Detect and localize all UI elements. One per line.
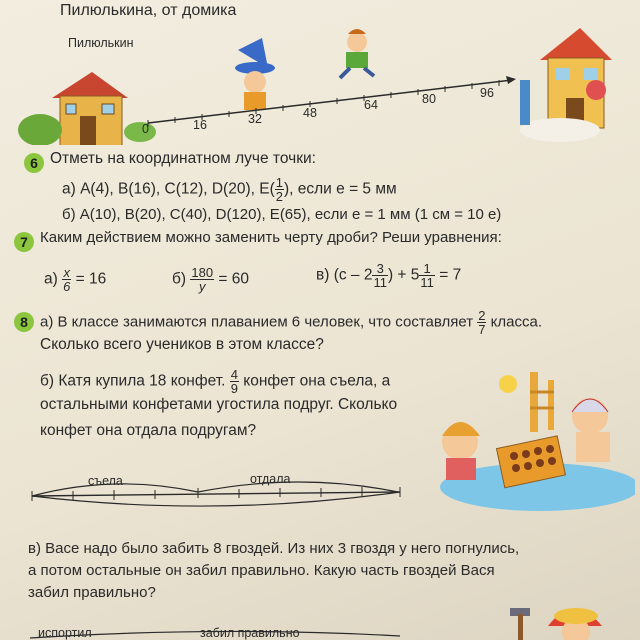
task6-a-suffix: ), если e = 5 мм (283, 180, 397, 198)
tick-label: 32 (248, 112, 262, 126)
fraction: $\frac{x}{6}$ (63, 265, 71, 294)
children-pool-illustration (430, 372, 635, 512)
fraction: $\frac{1}{11}$ (420, 261, 434, 290)
task7-title: Каким действием можно заменить черту дроби? Реши уравнения: (40, 229, 502, 246)
task8-part-c-line3: забил правильно? (28, 584, 156, 601)
fraction: $\frac{4}{9}$ (230, 367, 238, 396)
fraction: $\frac{2}{7}$ (478, 308, 486, 337)
diagram2-label-right: забил правильно (200, 626, 300, 640)
task6-part-b: б) A(10), B(20), C(40), D(120), E(65), если e = 1 мм (1 см = 10 e) (62, 206, 502, 223)
axis-arrow (506, 76, 516, 84)
task-number-badge: 6 (24, 153, 44, 173)
task-number-badge: 8 (14, 312, 34, 332)
house-right-icon (520, 28, 612, 142)
tick-label: 16 (193, 118, 207, 132)
fraction: $\frac{180}{y}$ (191, 265, 214, 294)
fraction: $\frac{3}{11}$ (373, 261, 387, 290)
task8-part-a-line2: Сколько всего учеников в этом классе? (40, 336, 324, 353)
task6-a-prefix: а) A(4), B(16), C(12), D(20), E( (62, 180, 275, 198)
task8-part-b-line2: остальными конфетами угостила подруг. Сколько (40, 396, 398, 413)
task8-part-b-line1: б) Катя купила 18 конфет. $\frac{4}{9}$ конфет она съела, а (40, 367, 391, 396)
gnome-hat-icon (235, 38, 275, 110)
axis-line (148, 80, 512, 123)
task8-part-a-line1: а) В классе занимаются плаванием 6 человек, что составляет $\frac{2}{7}$ класса. (40, 308, 542, 337)
segment-diagram (20, 470, 440, 520)
house-left-icon (18, 72, 156, 145)
diagram-label-right: отдала (250, 472, 291, 486)
tick-label: 80 (422, 92, 436, 106)
task7-part-b: б) $\frac{180}{y}$ = 60 (172, 265, 249, 294)
fraction: $\frac{1}{2}$ (275, 175, 283, 204)
running-boy-icon (340, 29, 374, 78)
task7-part-c: в) (c – 2 $\frac{3}{11}$ ) + 5 $\frac{1}{11}$ = 7 (316, 261, 462, 290)
task6-title: Отметь на координатном луче точки: (50, 150, 316, 167)
task-number-badge: 7 (14, 232, 34, 252)
tick-label: 64 (364, 98, 378, 112)
top-text: Пилюлькина, от домика (60, 2, 237, 19)
boy-hammer-illustration (500, 596, 640, 640)
diagram-label-left: съела (88, 474, 123, 488)
numberline-start-label: Пилюлькин (68, 36, 134, 50)
task8-part-c-line2: а потом остальные он забил правильно. Какую часть гвоздей Вася (28, 562, 495, 579)
tick-label: 48 (303, 106, 317, 120)
task6-part-a (62, 176, 397, 203)
tick-label: 96 (480, 86, 494, 100)
task8-part-c-line1: в) Васе надо было забить 8 гвоздей. Из них 3 гвоздя у него погнулись, (28, 540, 520, 557)
task8-part-b-line3: конфет она отдала подругам? (40, 422, 257, 439)
tick-label: 0 (142, 122, 149, 136)
diagram2-label-left: испортил (38, 626, 92, 640)
task7-part-a: а) $\frac{x}{6}$ = 16 (44, 265, 107, 294)
